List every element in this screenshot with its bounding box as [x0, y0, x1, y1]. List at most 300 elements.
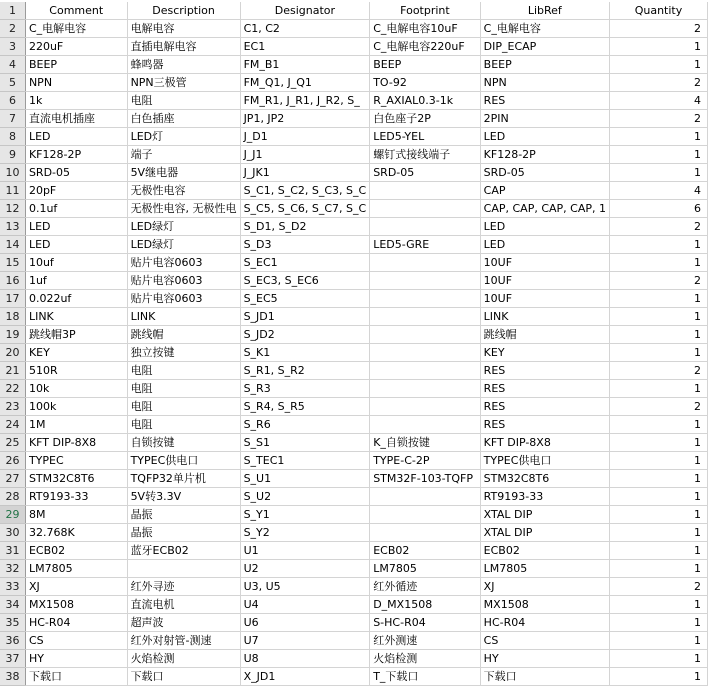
cell-libref[interactable]: STM32C8T6 — [480, 470, 609, 488]
header-description[interactable]: Description — [127, 2, 240, 20]
cell-libref[interactable]: LM7805 — [480, 560, 609, 578]
cell-comment[interactable]: KFT DIP-8X8 — [25, 434, 127, 452]
cell-footprint[interactable]: BEEP — [370, 56, 480, 74]
header-designator[interactable]: Designator — [240, 2, 370, 20]
cell-footprint[interactable]: 红外测速 — [370, 632, 480, 650]
cell-quantity[interactable]: 2 — [610, 272, 708, 290]
cell-comment[interactable]: BEEP — [25, 56, 127, 74]
cell-libref[interactable]: RES — [480, 92, 609, 110]
cell-footprint[interactable] — [370, 290, 480, 308]
cell-comment[interactable]: MX1508 — [25, 596, 127, 614]
cell-libref[interactable]: BEEP — [480, 56, 609, 74]
cell-designator[interactable]: S_TEC1 — [240, 452, 370, 470]
cell-footprint[interactable]: 红外循迹 — [370, 578, 480, 596]
cell-description[interactable]: 贴片电容0603 — [127, 254, 240, 272]
cell-quantity[interactable]: 1 — [610, 308, 708, 326]
cell-footprint[interactable] — [370, 398, 480, 416]
table-row — [0, 326, 708, 344]
cell-description[interactable]: 无极性电容 — [127, 182, 240, 200]
cell-libref[interactable]: 10UF — [480, 290, 609, 308]
table-row — [0, 56, 708, 74]
cell-description[interactable]: 红外寻迹 — [127, 578, 240, 596]
row-number[interactable]: 37 — [0, 650, 25, 668]
cell-comment[interactable]: 0.022uf — [25, 290, 127, 308]
cell-quantity[interactable]: 4 — [610, 92, 708, 110]
cell-description[interactable]: 5V转3.3V — [127, 488, 240, 506]
row-number[interactable]: 11 — [0, 182, 25, 200]
cell-quantity[interactable]: 2 — [610, 74, 708, 92]
cell-quantity[interactable]: 1 — [610, 380, 708, 398]
cell-libref[interactable]: C_电解电容 — [480, 20, 609, 38]
cell-designator[interactable]: S_EC5 — [240, 290, 370, 308]
cell-comment[interactable]: STM32C8T6 — [25, 470, 127, 488]
cell-designator[interactable]: S_EC3, S_EC6 — [240, 272, 370, 290]
cell-comment[interactable]: ECB02 — [25, 542, 127, 560]
row-number[interactable]: 35 — [0, 614, 25, 632]
cell-designator[interactable]: S_K1 — [240, 344, 370, 362]
table-row — [0, 434, 708, 452]
cell-description[interactable]: NPN三极管 — [127, 74, 240, 92]
table-row — [0, 668, 708, 686]
table-row — [0, 632, 708, 650]
table-row — [0, 344, 708, 362]
cell-footprint[interactable] — [370, 380, 480, 398]
cell-quantity[interactable]: 1 — [610, 632, 708, 650]
cell-description[interactable]: LED绿灯 — [127, 218, 240, 236]
table-row — [0, 272, 708, 290]
row-number[interactable]: 6 — [0, 92, 25, 110]
cell-designator[interactable]: S_R3 — [240, 380, 370, 398]
table-row — [0, 290, 708, 308]
cell-designator[interactable]: X_JD1 — [240, 668, 370, 686]
cell-libref[interactable]: MX1508 — [480, 596, 609, 614]
cell-libref[interactable]: KFT DIP-8X8 — [480, 434, 609, 452]
table-row — [0, 524, 708, 542]
cell-comment[interactable]: NPN — [25, 74, 127, 92]
cell-comment[interactable]: SRD-05 — [25, 164, 127, 182]
cell-quantity[interactable]: 1 — [610, 38, 708, 56]
cell-description[interactable]: 电阻 — [127, 398, 240, 416]
row-number[interactable]: 9 — [0, 146, 25, 164]
table-row — [0, 362, 708, 380]
cell-comment[interactable]: LED — [25, 236, 127, 254]
table-row — [0, 416, 708, 434]
cell-footprint[interactable]: 白色座子2P — [370, 110, 480, 128]
cell-footprint[interactable] — [370, 218, 480, 236]
cell-quantity[interactable]: 1 — [610, 560, 708, 578]
cell-footprint[interactable] — [370, 200, 480, 218]
cell-libref[interactable]: RT9193-33 — [480, 488, 609, 506]
cell-libref[interactable]: CAP — [480, 182, 609, 200]
cell-comment[interactable]: 10k — [25, 380, 127, 398]
cell-comment[interactable]: RT9193-33 — [25, 488, 127, 506]
cell-comment[interactable]: CS — [25, 632, 127, 650]
cell-libref[interactable]: RES — [480, 362, 609, 380]
cell-designator[interactable]: J_D1 — [240, 128, 370, 146]
cell-footprint[interactable]: SRD-05 — [370, 164, 480, 182]
cell-footprint[interactable]: S-HC-R04 — [370, 614, 480, 632]
cell-libref[interactable]: XJ — [480, 578, 609, 596]
cell-designator[interactable]: U7 — [240, 632, 370, 650]
cell-footprint[interactable] — [370, 308, 480, 326]
row-number[interactable]: 30 — [0, 524, 25, 542]
cell-quantity[interactable]: 2 — [610, 218, 708, 236]
header-comment[interactable]: Comment — [25, 2, 127, 20]
cell-quantity[interactable]: 1 — [610, 344, 708, 362]
row-number[interactable]: 32 — [0, 560, 25, 578]
cell-quantity[interactable]: 1 — [610, 416, 708, 434]
cell-description[interactable]: 蜂鸣器 — [127, 56, 240, 74]
cell-footprint[interactable] — [370, 254, 480, 272]
cell-description[interactable]: 超声波 — [127, 614, 240, 632]
cell-libref[interactable]: CS — [480, 632, 609, 650]
cell-designator[interactable]: JP1, JP2 — [240, 110, 370, 128]
row-number[interactable]: 1 — [0, 2, 25, 20]
cell-footprint[interactable] — [370, 362, 480, 380]
cell-designator[interactable]: S_R1, S_R2 — [240, 362, 370, 380]
cell-footprint[interactable] — [370, 506, 480, 524]
cell-description[interactable]: 电阻 — [127, 416, 240, 434]
cell-designator[interactable]: U2 — [240, 560, 370, 578]
cell-designator[interactable]: EC1 — [240, 38, 370, 56]
table-row — [0, 614, 708, 632]
cell-quantity[interactable]: 2 — [610, 578, 708, 596]
cell-footprint[interactable] — [370, 488, 480, 506]
row-number[interactable]: 12 — [0, 200, 25, 218]
cell-description[interactable]: 电阻 — [127, 362, 240, 380]
cell-quantity[interactable]: 1 — [610, 506, 708, 524]
cell-comment[interactable]: 跳线帽3P — [25, 326, 127, 344]
cell-designator[interactable]: S_D1, S_D2 — [240, 218, 370, 236]
cell-description[interactable]: 自锁按键 — [127, 434, 240, 452]
cell-comment[interactable]: 1uf — [25, 272, 127, 290]
cell-footprint[interactable] — [370, 326, 480, 344]
row-number[interactable]: 8 — [0, 128, 25, 146]
cell-footprint[interactable] — [370, 416, 480, 434]
row-number[interactable]: 3 — [0, 38, 25, 56]
cell-designator[interactable]: S_U1 — [240, 470, 370, 488]
cell-libref[interactable]: LED — [480, 218, 609, 236]
cell-designator[interactable]: U6 — [240, 614, 370, 632]
cell-footprint[interactable] — [370, 272, 480, 290]
cell-libref[interactable]: DIP_ECAP — [480, 38, 609, 56]
cell-libref[interactable]: ECB02 — [480, 542, 609, 560]
cell-footprint[interactable]: LED5-GRE — [370, 236, 480, 254]
cell-libref[interactable]: SRD-05 — [480, 164, 609, 182]
cell-comment[interactable]: KF128-2P — [25, 146, 127, 164]
row-number[interactable]: 34 — [0, 596, 25, 614]
row-number[interactable]: 26 — [0, 452, 25, 470]
table-row — [0, 308, 708, 326]
table-row — [0, 596, 708, 614]
cell-libref[interactable]: 10UF — [480, 272, 609, 290]
cell-designator[interactable]: S_R6 — [240, 416, 370, 434]
cell-footprint[interactable] — [370, 182, 480, 200]
cell-designator[interactable]: J_J1 — [240, 146, 370, 164]
cell-comment[interactable]: LINK — [25, 308, 127, 326]
row-number[interactable]: 5 — [0, 74, 25, 92]
cell-description[interactable]: 跳线帽 — [127, 326, 240, 344]
cell-designator[interactable]: S_D3 — [240, 236, 370, 254]
cell-comment[interactable]: C_电解电容 — [25, 20, 127, 38]
cell-footprint[interactable] — [370, 344, 480, 362]
cell-description[interactable]: 5V继电器 — [127, 164, 240, 182]
cell-footprint[interactable]: ECB02 — [370, 542, 480, 560]
row-number[interactable]: 17 — [0, 290, 25, 308]
cell-designator[interactable]: S_C5, S_C6, S_C7, S_C — [240, 200, 370, 218]
cell-libref[interactable]: CAP, CAP, CAP, CAP, 1 — [480, 200, 609, 218]
cell-quantity[interactable]: 1 — [610, 434, 708, 452]
row-number[interactable]: 23 — [0, 398, 25, 416]
cell-description[interactable]: 贴片电容0603 — [127, 290, 240, 308]
cell-description[interactable]: 蓝牙ECB02 — [127, 542, 240, 560]
cell-comment[interactable]: HY — [25, 650, 127, 668]
cell-description[interactable]: 电解电容 — [127, 20, 240, 38]
cell-libref[interactable]: LINK — [480, 308, 609, 326]
row-number[interactable]: 25 — [0, 434, 25, 452]
cell-footprint[interactable]: TO-92 — [370, 74, 480, 92]
cell-designator[interactable]: S_C1, S_C2, S_C3, S_C — [240, 182, 370, 200]
cell-footprint[interactable]: STM32F-103-TQFP — [370, 470, 480, 488]
row-number[interactable]: 22 — [0, 380, 25, 398]
cell-description[interactable] — [127, 560, 240, 578]
row-number[interactable]: 33 — [0, 578, 25, 596]
cell-designator[interactable]: U3, U5 — [240, 578, 370, 596]
cell-footprint[interactable]: TYPE-C-2P — [370, 452, 480, 470]
cell-description[interactable]: LINK — [127, 308, 240, 326]
cell-libref[interactable]: KF128-2P — [480, 146, 609, 164]
cell-footprint[interactable]: 火焰检测 — [370, 650, 480, 668]
cell-comment[interactable]: 1M — [25, 416, 127, 434]
cell-designator[interactable]: S_JD1 — [240, 308, 370, 326]
cell-libref[interactable]: KEY — [480, 344, 609, 362]
cell-description[interactable]: 无极性电容, 无极性电 — [127, 200, 240, 218]
row-number[interactable]: 28 — [0, 488, 25, 506]
cell-quantity[interactable]: 1 — [610, 56, 708, 74]
row-number[interactable]: 38 — [0, 668, 25, 686]
cell-quantity[interactable]: 1 — [610, 596, 708, 614]
row-number[interactable]: 14 — [0, 236, 25, 254]
cell-quantity[interactable]: 1 — [610, 452, 708, 470]
cell-libref[interactable]: 跳线帽 — [480, 326, 609, 344]
row-number[interactable]: 19 — [0, 326, 25, 344]
table-row — [0, 38, 708, 56]
cell-designator[interactable]: S_Y2 — [240, 524, 370, 542]
cell-designator[interactable]: U8 — [240, 650, 370, 668]
cell-libref[interactable]: RES — [480, 380, 609, 398]
cell-footprint[interactable]: K_自锁按键 — [370, 434, 480, 452]
row-number[interactable]: 10 — [0, 164, 25, 182]
row-number[interactable]: 21 — [0, 362, 25, 380]
cell-designator[interactable]: S_JD2 — [240, 326, 370, 344]
cell-comment[interactable]: KEY — [25, 344, 127, 362]
cell-comment[interactable]: LM7805 — [25, 560, 127, 578]
row-number[interactable]: 15 — [0, 254, 25, 272]
row-number[interactable]: 27 — [0, 470, 25, 488]
cell-comment[interactable]: LED — [25, 128, 127, 146]
cell-quantity[interactable]: 2 — [610, 398, 708, 416]
header-footprint[interactable]: Footprint — [370, 2, 480, 20]
cell-comment[interactable]: 0.1uf — [25, 200, 127, 218]
cell-quantity[interactable]: 4 — [610, 182, 708, 200]
table-row — [0, 488, 708, 506]
table-row — [0, 542, 708, 560]
cell-libref[interactable]: LED — [480, 236, 609, 254]
row-number[interactable]: 2 — [0, 20, 25, 38]
header-libref[interactable]: LibRef — [480, 2, 609, 20]
cell-quantity[interactable]: 1 — [610, 488, 708, 506]
cell-comment[interactable]: LED — [25, 218, 127, 236]
cell-quantity[interactable]: 2 — [610, 110, 708, 128]
cell-quantity[interactable]: 1 — [610, 650, 708, 668]
cell-comment[interactable]: 10uf — [25, 254, 127, 272]
cell-designator[interactable]: S_R4, S_R5 — [240, 398, 370, 416]
table-row — [0, 254, 708, 272]
row-number[interactable]: 7 — [0, 110, 25, 128]
cell-comment[interactable]: 直流电机插座 — [25, 110, 127, 128]
cell-libref[interactable]: HY — [480, 650, 609, 668]
cell-comment[interactable]: HC-R04 — [25, 614, 127, 632]
cell-comment[interactable]: XJ — [25, 578, 127, 596]
cell-footprint[interactable]: R_AXIAL0.3-1k — [370, 92, 480, 110]
cell-description[interactable]: TYPEC供电口 — [127, 452, 240, 470]
cell-libref[interactable]: XTAL DIP — [480, 506, 609, 524]
cell-description[interactable]: 下载口 — [127, 668, 240, 686]
row-number[interactable]: 16 — [0, 272, 25, 290]
cell-libref[interactable]: NPN — [480, 74, 609, 92]
row-number[interactable]: 31 — [0, 542, 25, 560]
spreadsheet-grid — [0, 2, 708, 686]
row-number[interactable]: 24 — [0, 416, 25, 434]
table-row — [0, 20, 708, 38]
cell-designator[interactable]: J_JK1 — [240, 164, 370, 182]
cell-quantity[interactable]: 1 — [610, 128, 708, 146]
cell-designator[interactable]: FM_R1, J_R1, J_R2, S_ — [240, 92, 370, 110]
table-row — [0, 146, 708, 164]
cell-designator[interactable]: S_U2 — [240, 488, 370, 506]
cell-libref[interactable]: HC-R04 — [480, 614, 609, 632]
cell-footprint[interactable] — [370, 524, 480, 542]
cell-designator[interactable]: FM_B1 — [240, 56, 370, 74]
table-row — [0, 452, 708, 470]
cell-quantity[interactable]: 1 — [610, 254, 708, 272]
cell-comment[interactable]: 1k — [25, 92, 127, 110]
cell-description[interactable]: 端子 — [127, 146, 240, 164]
cell-quantity[interactable]: 1 — [610, 290, 708, 308]
table-row — [0, 110, 708, 128]
cell-footprint[interactable]: T_下载口 — [370, 668, 480, 686]
cell-description[interactable]: 贴片电容0603 — [127, 272, 240, 290]
cell-quantity[interactable]: 1 — [610, 146, 708, 164]
table-row — [0, 380, 708, 398]
table-row — [0, 236, 708, 254]
cell-quantity[interactable]: 2 — [610, 362, 708, 380]
cell-libref[interactable]: RES — [480, 416, 609, 434]
cell-quantity[interactable]: 1 — [610, 614, 708, 632]
cell-libref[interactable]: 下载口 — [480, 668, 609, 686]
cell-comment[interactable]: 510R — [25, 362, 127, 380]
cell-quantity[interactable]: 1 — [610, 164, 708, 182]
cell-description[interactable]: 白色插座 — [127, 110, 240, 128]
table-row — [0, 470, 708, 488]
cell-comment[interactable]: 20pF — [25, 182, 127, 200]
cell-footprint[interactable]: D_MX1508 — [370, 596, 480, 614]
cell-footprint[interactable]: LED5-YEL — [370, 128, 480, 146]
cell-description[interactable]: 晶振 — [127, 506, 240, 524]
cell-designator[interactable]: S_S1 — [240, 434, 370, 452]
cell-libref[interactable]: RES — [480, 398, 609, 416]
table-row — [0, 182, 708, 200]
cell-libref[interactable]: 2PIN — [480, 110, 609, 128]
cell-footprint[interactable]: LM7805 — [370, 560, 480, 578]
cell-description[interactable]: 火焰检测 — [127, 650, 240, 668]
cell-designator[interactable]: U1 — [240, 542, 370, 560]
header-row — [0, 2, 708, 20]
row-number[interactable]: 18 — [0, 308, 25, 326]
header-quantity[interactable]: Quantity — [610, 2, 708, 20]
cell-footprint[interactable]: C_电解电容220uF — [370, 38, 480, 56]
cell-comment[interactable]: 8M — [25, 506, 127, 524]
cell-libref[interactable]: TYPEC供电口 — [480, 452, 609, 470]
table-row — [0, 200, 708, 218]
row-number[interactable]: 29 — [0, 506, 25, 524]
row-number[interactable]: 4 — [0, 56, 25, 74]
cell-designator[interactable]: U4 — [240, 596, 370, 614]
cell-footprint[interactable]: 螺钉式接线端子 — [370, 146, 480, 164]
cell-designator[interactable]: C1, C2 — [240, 20, 370, 38]
cell-comment[interactable]: 220uF — [25, 38, 127, 56]
cell-quantity[interactable]: 1 — [610, 542, 708, 560]
cell-description[interactable]: 红外对射管-测速 — [127, 632, 240, 650]
row-number[interactable]: 13 — [0, 218, 25, 236]
cell-quantity[interactable]: 1 — [610, 236, 708, 254]
cell-description[interactable]: LED灯 — [127, 128, 240, 146]
cell-libref[interactable]: XTAL DIP — [480, 524, 609, 542]
cell-libref[interactable]: 10UF — [480, 254, 609, 272]
cell-description[interactable]: LED绿灯 — [127, 236, 240, 254]
cell-libref[interactable]: LED — [480, 128, 609, 146]
cell-quantity[interactable]: 1 — [610, 668, 708, 686]
cell-footprint[interactable]: C_电解电容10uF — [370, 20, 480, 38]
cell-quantity[interactable]: 2 — [610, 20, 708, 38]
cell-designator[interactable]: S_Y1 — [240, 506, 370, 524]
table-row — [0, 398, 708, 416]
cell-quantity[interactable]: 1 — [610, 524, 708, 542]
cell-description[interactable]: 直流电机 — [127, 596, 240, 614]
cell-description[interactable]: TQFP32单片机 — [127, 470, 240, 488]
cell-description[interactable]: 直插电解电容 — [127, 38, 240, 56]
row-number[interactable]: 36 — [0, 632, 25, 650]
cell-comment[interactable]: 100k — [25, 398, 127, 416]
table-row — [0, 560, 708, 578]
cell-quantity[interactable]: 6 — [610, 200, 708, 218]
cell-comment[interactable]: 下载口 — [25, 668, 127, 686]
cell-quantity[interactable]: 1 — [610, 470, 708, 488]
table-row — [0, 578, 708, 596]
cell-description[interactable]: 独立按键 — [127, 344, 240, 362]
row-number[interactable]: 20 — [0, 344, 25, 362]
cell-description[interactable]: 晶振 — [127, 524, 240, 542]
cell-designator[interactable]: FM_Q1, J_Q1 — [240, 74, 370, 92]
cell-comment[interactable]: TYPEC — [25, 452, 127, 470]
cell-designator[interactable]: S_EC1 — [240, 254, 370, 272]
grid-body — [0, 2, 708, 686]
cell-description[interactable]: 电阻 — [127, 380, 240, 398]
cell-quantity[interactable]: 1 — [610, 326, 708, 344]
cell-comment[interactable]: 32.768K — [25, 524, 127, 542]
table-row — [0, 128, 708, 146]
cell-description[interactable]: 电阻 — [127, 92, 240, 110]
